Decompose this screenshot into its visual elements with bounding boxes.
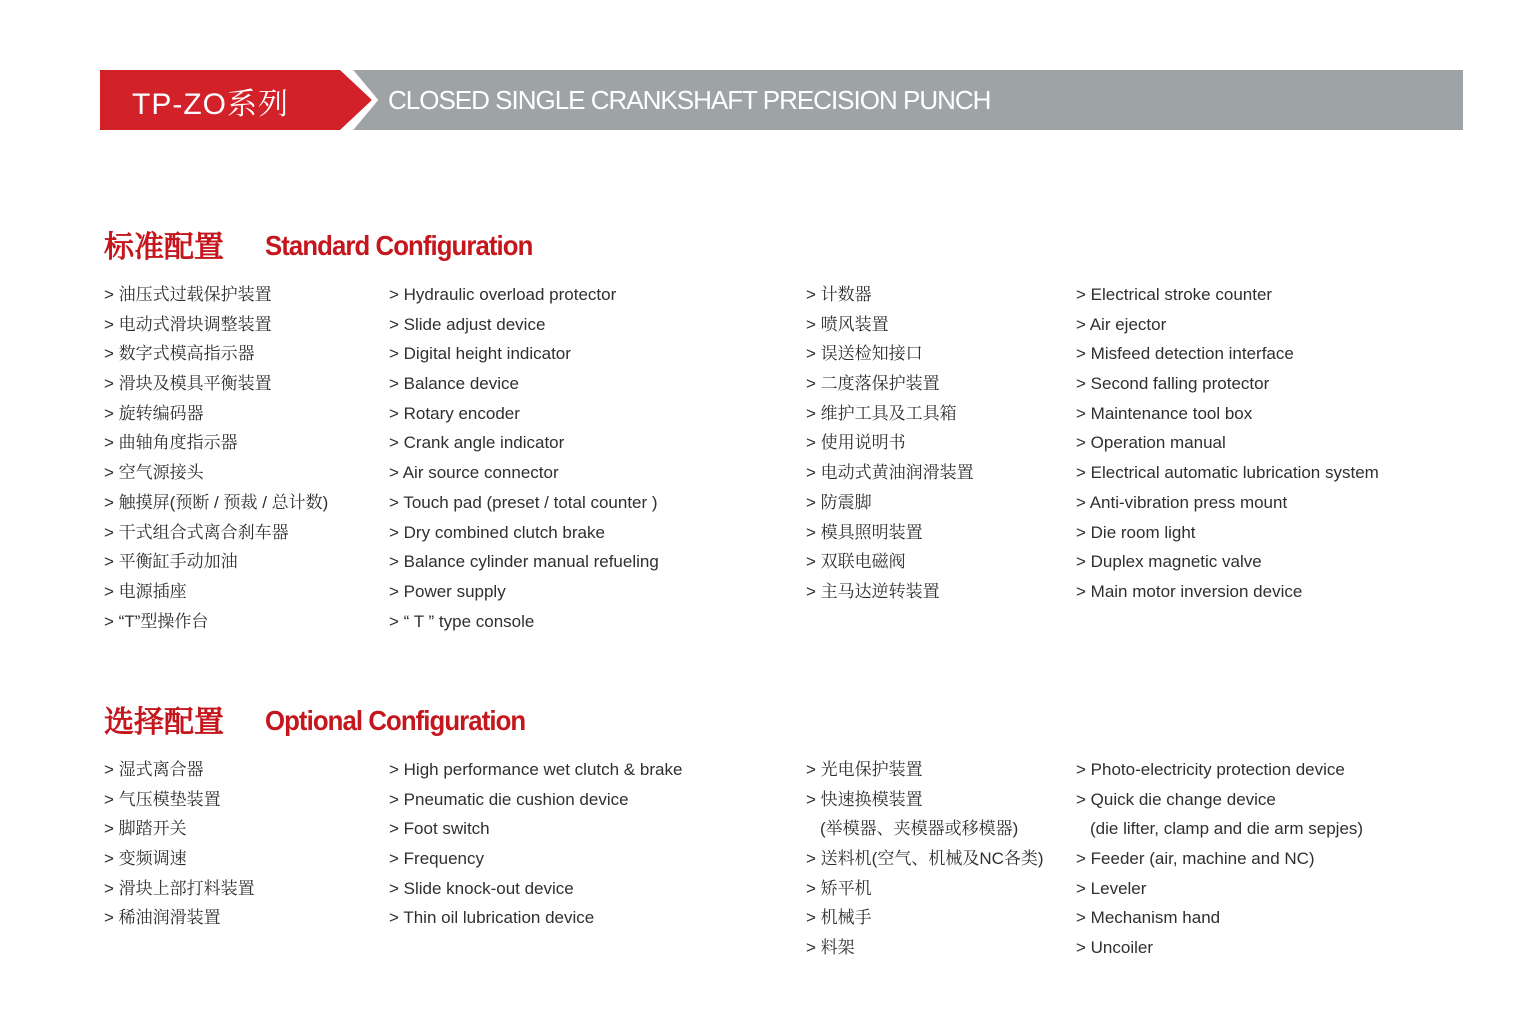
- list-item: > 滑块及模具平衡装置: [104, 369, 328, 399]
- list-item: > Dry combined clutch brake: [389, 518, 659, 548]
- list-item: > Hydraulic overload protector: [389, 280, 659, 310]
- list-item: > 稀油润滑装置: [104, 903, 255, 933]
- list-item: > 机械手: [806, 903, 1044, 933]
- list-item: > 变频调速: [104, 844, 255, 874]
- list-item: > Digital height indicator: [389, 339, 659, 369]
- list-item: > 使用说明书: [806, 428, 974, 458]
- list-item: > Die room light: [1076, 518, 1379, 548]
- list-item: > Leveler: [1076, 874, 1363, 904]
- list-item: > 脚踏开关: [104, 814, 255, 844]
- list-item: > “ T ” type console: [389, 607, 659, 637]
- series-title: TP-ZO系列: [132, 88, 289, 121]
- list-item: > 触摸屏(预断 / 预裁 / 总计数): [104, 488, 328, 518]
- list-item: > Photo-electricity protection device: [1076, 755, 1363, 785]
- list-item: > Slide adjust device: [389, 310, 659, 340]
- standard-list-en-1: [389, 280, 659, 636]
- list-item: > 电动式黄油润滑装置: [806, 458, 974, 488]
- list-item: > 快速换模装置: [806, 785, 1044, 815]
- standard-list-cn-2: [806, 280, 974, 607]
- list-item: > 空气源接头: [104, 458, 328, 488]
- list-item: > Air ejector: [1076, 310, 1379, 340]
- list-item: > Anti-vibration press mount: [1076, 488, 1379, 518]
- list-item: > Thin oil lubrication device: [389, 903, 682, 933]
- optional-list-cn-2: [806, 755, 1044, 963]
- list-item: > Power supply: [389, 577, 659, 607]
- list-item: > Feeder (air, machine and NC): [1076, 844, 1363, 874]
- standard-title-cn: 标准配置: [104, 231, 224, 264]
- list-item: > Quick die change device: [1076, 785, 1363, 815]
- list-item: > 气压模垫装置: [104, 785, 255, 815]
- list-item: > Electrical stroke counter: [1076, 280, 1379, 310]
- header-banner: [100, 70, 1463, 130]
- list-item: > Balance device: [389, 369, 659, 399]
- list-item: > Rotary encoder: [389, 399, 659, 429]
- list-item: > Uncoiler: [1076, 933, 1363, 963]
- list-item: > Frequency: [389, 844, 682, 874]
- list-item: > 双联电磁阀: [806, 547, 974, 577]
- standard-section-heading: [0, 222, 1516, 280]
- list-item: > 干式组合式离合刹车器: [104, 518, 328, 548]
- list-item: > Duplex magnetic valve: [1076, 547, 1379, 577]
- optional-list-en-1: [389, 755, 682, 933]
- list-item: > Second falling protector: [1076, 369, 1379, 399]
- list-item: > 维护工具及工具箱: [806, 399, 974, 429]
- list-item: > Touch pad (preset / total counter ): [389, 488, 659, 518]
- list-item: > Foot switch: [389, 814, 682, 844]
- list-item: > 主马达逆转装置: [806, 577, 974, 607]
- list-item: > Air source connector: [389, 458, 659, 488]
- list-item: > Crank angle indicator: [389, 428, 659, 458]
- list-item: > 旋转编码器: [104, 399, 328, 429]
- list-item: > 电动式滑块调整装置: [104, 310, 328, 340]
- list-item: > Maintenance tool box: [1076, 399, 1379, 429]
- list-item: > 模具照明装置: [806, 518, 974, 548]
- list-item: > Misfeed detection interface: [1076, 339, 1379, 369]
- list-item: > 二度落保护装置: [806, 369, 974, 399]
- list-item: > Main motor inversion device: [1076, 577, 1379, 607]
- list-item: > 湿式离合器: [104, 755, 255, 785]
- list-item: > 防震脚: [806, 488, 974, 518]
- list-item: > 光电保护装置: [806, 755, 1044, 785]
- list-item: > 电源插座: [104, 577, 328, 607]
- list-item: > Slide knock-out device: [389, 874, 682, 904]
- optional-title-en: Optional Configuration: [265, 705, 526, 736]
- list-item: > 平衡缸手动加油: [104, 547, 328, 577]
- list-item: > “T”型操作台: [104, 607, 328, 637]
- list-item: > Operation manual: [1076, 428, 1379, 458]
- optional-title-cn: 选择配置: [104, 706, 224, 739]
- list-item: > 数字式模高指示器: [104, 339, 328, 369]
- optional-section-heading: [0, 697, 1516, 755]
- list-item: > Electrical automatic lubrication system: [1076, 458, 1379, 488]
- list-item: (die lifter, clamp and die arm sepjes): [1090, 819, 1364, 839]
- optional-configuration-section: [0, 697, 1516, 958]
- list-item: > 料架: [806, 933, 1044, 963]
- list-item: > Balance cylinder manual refueling: [389, 547, 659, 577]
- product-title: CLOSED SINGLE CRANKSHAFT PRECISION PUNCH: [388, 85, 991, 115]
- list-item: > 油压式过载保护装置: [104, 280, 328, 310]
- list-item: > 喷风装置: [806, 310, 974, 340]
- list-item: (举模器、夹模器或移模器): [820, 819, 1019, 839]
- list-item: > 矫平机: [806, 874, 1044, 904]
- list-item: > 计数器: [806, 280, 974, 310]
- standard-list-cn-1: [104, 280, 328, 636]
- list-item: > High performance wet clutch & brake: [389, 755, 682, 785]
- list-item: > 误送检知接口: [806, 339, 974, 369]
- optional-list-en-2: [1076, 755, 1363, 963]
- list-item: > 滑块上部打料装置: [104, 874, 255, 904]
- standard-title-en: Standard Configuration: [265, 230, 533, 261]
- list-item: > 曲轴角度指示器: [104, 428, 328, 458]
- list-item: > 送料机(空气、机械及NC各类): [806, 844, 1044, 874]
- standard-list-en-2: [1076, 280, 1379, 607]
- list-item: > Pneumatic die cushion device: [389, 785, 682, 815]
- list-item: > Mechanism hand: [1076, 903, 1363, 933]
- optional-list-cn-1: [104, 755, 255, 933]
- standard-configuration-section: [0, 222, 1516, 631]
